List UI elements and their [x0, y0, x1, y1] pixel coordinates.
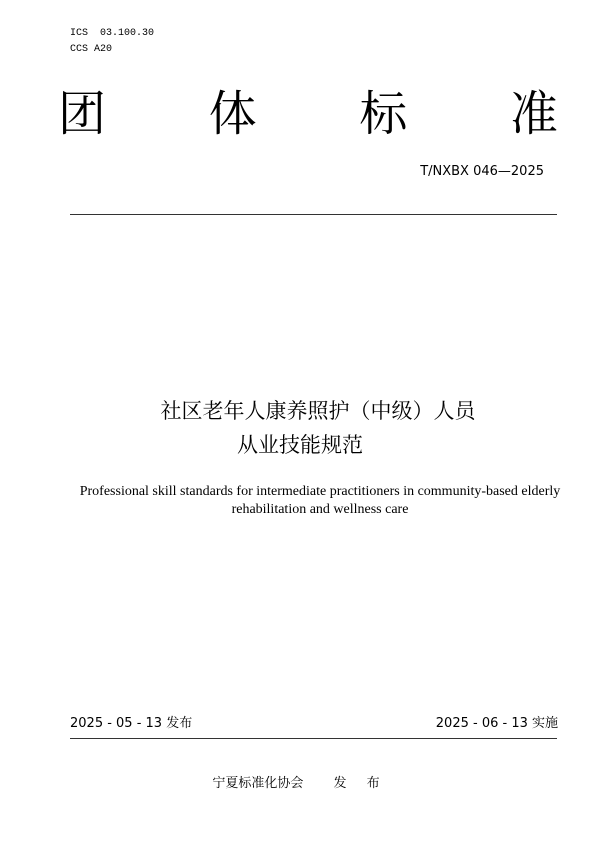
- title-char-2: 体: [208, 86, 257, 142]
- ccs-label: CCS: [70, 44, 89, 55]
- standard-code: T/NXBX 046—2025: [420, 164, 544, 179]
- issuer-line: [0, 775, 600, 793]
- english-title: Professional skill standards for intermediate practitioners in community-based elderly rehabilitation and wellness care: [79, 484, 561, 517]
- chinese-title: [0, 394, 600, 462]
- classification-block: [70, 26, 154, 58]
- ics-label: ICS: [70, 28, 89, 39]
- ics-code: 03.100.30: [100, 28, 155, 39]
- title-char-1: 团: [58, 86, 107, 142]
- ccs-row: [70, 42, 154, 58]
- implementation-date: 2025 - 06 - 13 实施: [435, 716, 558, 731]
- bottom-divider: [70, 738, 557, 739]
- chinese-title-line-2: 从业技能规范: [237, 433, 363, 457]
- title-char-4: 准: [509, 86, 558, 142]
- ccs-code: A20: [94, 44, 113, 55]
- chinese-title-line-1: 社区老年人康养照护（中级）人员: [160, 399, 476, 423]
- title-char-3: 标: [359, 86, 408, 142]
- top-divider: [70, 214, 557, 215]
- issuing-organization: 宁夏标准化协会: [212, 776, 304, 791]
- release-date: 2025 - 05 - 13 发布: [70, 716, 193, 731]
- publish-label: 发 布: [333, 776, 388, 791]
- ics-row: [70, 26, 154, 42]
- standard-type-title: [58, 82, 558, 146]
